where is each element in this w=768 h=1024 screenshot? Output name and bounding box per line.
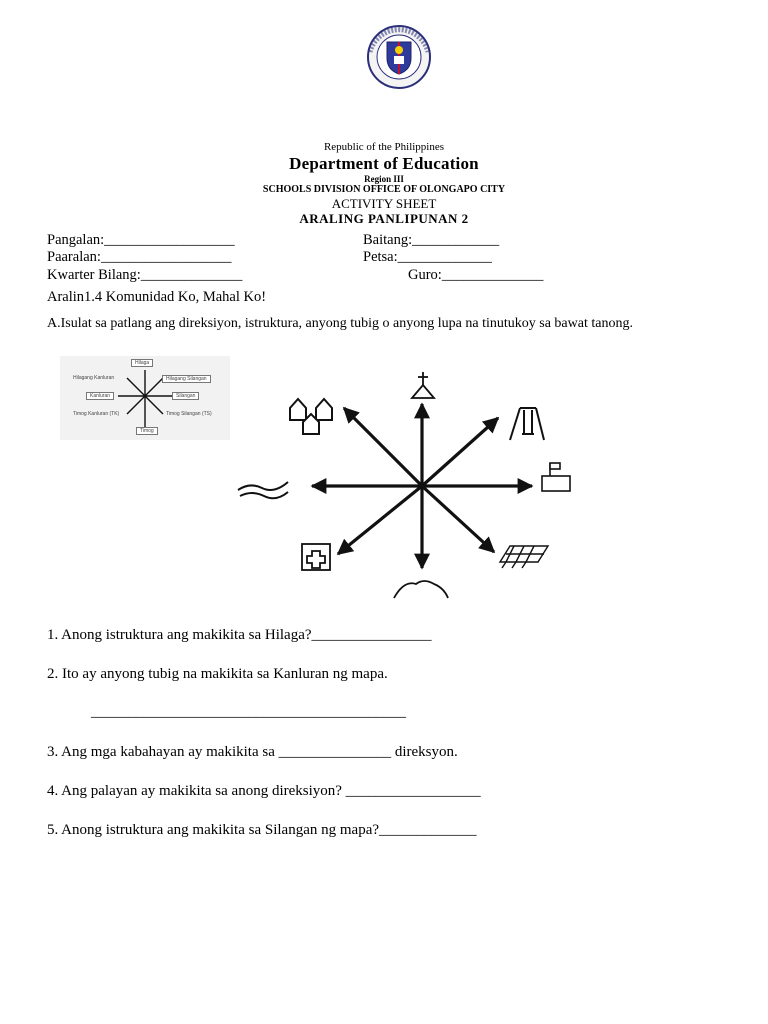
river-icon: [238, 482, 288, 498]
question-2: 2. Ito ay anyong tubig na makikita sa Kanluran ng mapa.: [47, 666, 388, 682]
paaralan-field[interactable]: Paaralan:__________________: [47, 249, 232, 265]
question-2-answer-line[interactable]: __________________________________________: [91, 704, 406, 720]
houses-icon: [290, 399, 332, 434]
ref-label-south: Timog: [136, 427, 158, 435]
sheet-type-label: ACTIVITY SHEET: [331, 196, 437, 211]
question-4: 4. Ang palayan ay makikita sa anong direksiyon? __________________: [47, 783, 481, 799]
ref-label-southeast: Timog Silangan (TS): [166, 411, 212, 417]
republic-label: Republic of the Philippines: [323, 141, 445, 153]
baitang-field[interactable]: Baitang:____________: [363, 232, 500, 248]
ref-label-northwest: Hilagang Kanluran: [73, 375, 115, 381]
school-icon: [542, 463, 570, 491]
mountain-icon: [394, 581, 448, 598]
subject-title: ARALING PANLIPUNAN 2: [299, 211, 469, 226]
department-title: Department of Education: [289, 154, 479, 173]
guro-field[interactable]: Guro:______________: [408, 267, 544, 283]
pangalan-field[interactable]: Pangalan:__________________: [47, 232, 235, 248]
compass-map: [230, 368, 590, 604]
region-label: Region III: [364, 174, 404, 184]
question-1: 1. Anong istruktura ang makikita sa Hilaga?________________: [47, 627, 432, 643]
question-5: 5. Anong istruktura ang makikita sa Silangan ng mapa?_____________: [47, 822, 477, 838]
division-label: SCHOOLS DIVISION OFFICE OF OLONGAPO CITY: [262, 184, 506, 195]
rice-field-icon: [500, 546, 548, 568]
kwarter-field[interactable]: Kwarter Bilang:______________: [47, 267, 243, 283]
ref-label-north: Hilaga: [131, 359, 153, 367]
deped-seal-icon: [360, 24, 438, 90]
ref-label-east: Silangan: [172, 392, 199, 400]
petsa-field[interactable]: Petsa:_____________: [363, 249, 492, 265]
lesson-title: Aralin1.4 Komunidad Ko, Mahal Ko!: [47, 289, 267, 305]
ref-label-southwest: Timog Kanluran (TK): [73, 411, 120, 417]
ref-label-northeast: Hilagang Silangan: [162, 375, 211, 383]
instruction-text: A.Isulat sa patlang ang direksiyon, istruktura, anyong tubig o anyong lupa na tinutukoy sa bawat tanong.: [47, 316, 633, 331]
hospital-icon: [302, 544, 330, 570]
church-icon: [412, 372, 434, 398]
ref-label-west: Kanluran: [86, 392, 114, 400]
compass-arrows: [312, 404, 532, 568]
swing-icon: [510, 408, 544, 440]
question-3: 3. Ang mga kabahayan ay makikita sa _______________ direksyon.: [47, 744, 458, 760]
compass-reference: [60, 356, 230, 440]
